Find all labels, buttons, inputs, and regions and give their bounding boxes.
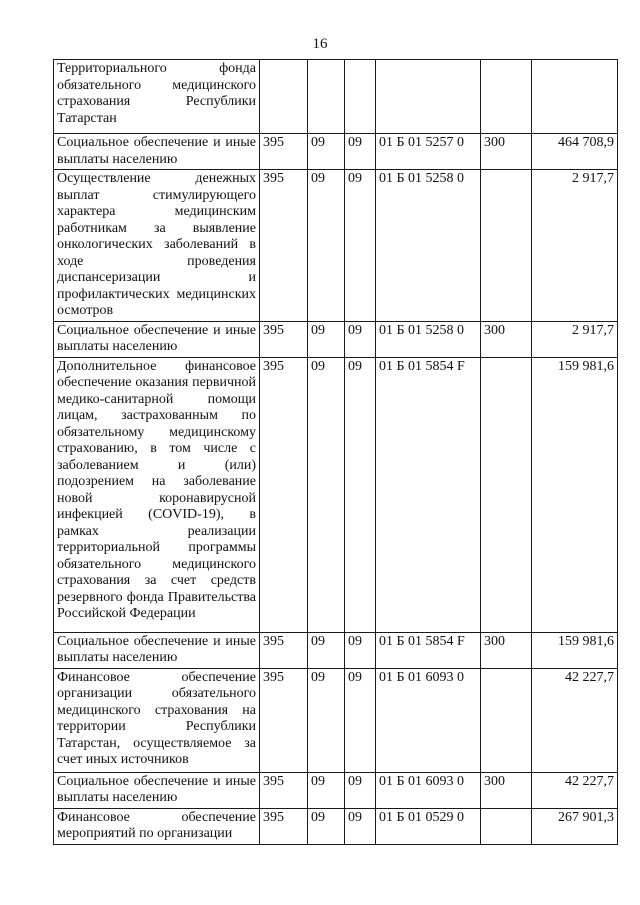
- subsection-code: 09: [345, 357, 376, 632]
- amount: 2 917,7: [532, 170, 618, 322]
- table-row: [54, 170, 618, 322]
- section-code: 09: [308, 668, 345, 772]
- table-row: [54, 632, 618, 668]
- section-code: 09: [308, 772, 345, 808]
- expense-type-code: 300: [481, 134, 532, 170]
- row-name: Социальное обеспечение и иные выплаты населению: [54, 632, 260, 668]
- table-row: [54, 808, 618, 844]
- table-row: [54, 772, 618, 808]
- ministry-code: 395: [260, 632, 308, 668]
- row-name: Финансовое обеспечение мероприятий по организации: [54, 808, 260, 844]
- expense-type-code: 300: [481, 321, 532, 357]
- target-code: 01 Б 01 0529 0: [376, 808, 481, 844]
- ministry-code: 395: [260, 772, 308, 808]
- expense-type-code: 300: [481, 772, 532, 808]
- amount: 42 227,7: [532, 668, 618, 772]
- row-name: Территориального фонда обязательного медицинского страхования Республики Татарстан: [54, 60, 260, 134]
- ministry-code: 395: [260, 170, 308, 322]
- expense-type-code: [481, 357, 532, 632]
- table-row: [54, 60, 618, 134]
- target-code: [376, 60, 481, 134]
- amount: 159 981,6: [532, 632, 618, 668]
- subsection-code: 09: [345, 321, 376, 357]
- ministry-code: 395: [260, 808, 308, 844]
- row-name: Дополнительное финансовое обеспечение оказания первичной медико-санитарной помощи лицам, застрахованным по обязательному медицинскому страхованию, в том числе с заболеванием и (или) подозрением на заболевание новой коронавирусной инфекцией (COVID-19), в рамках реализации территориальной программы обязательного медицинского страхования за счет средств резервного фонда Правительства Российской Федерации: [54, 357, 260, 632]
- page-number: 16: [312, 36, 328, 52]
- section-code: 09: [308, 134, 345, 170]
- amount: 42 227,7: [532, 772, 618, 808]
- table-row: [54, 357, 618, 632]
- target-code: 01 Б 01 5257 0: [376, 134, 481, 170]
- target-code: 01 Б 01 5258 0: [376, 321, 481, 357]
- table-row: [54, 321, 618, 357]
- section-code: [308, 60, 345, 134]
- subsection-code: [345, 60, 376, 134]
- row-name: Осуществление денежных выплат стимулирующего характера медицинским работникам за выявление онкологических заболеваний в ходе проведения диспансеризации и профилактических медицинских осмотров: [54, 170, 260, 322]
- ministry-code: 395: [260, 134, 308, 170]
- row-name: Финансовое обеспечение организации обязательного медицинского страхования на территории Республики Татарстан, осуществляемое за счет иных источников: [54, 668, 260, 772]
- ministry-code: [260, 60, 308, 134]
- table-row: [54, 134, 618, 170]
- amount: 464 708,9: [532, 134, 618, 170]
- row-name: Социальное обеспечение и иные выплаты населению: [54, 321, 260, 357]
- subsection-code: 09: [345, 668, 376, 772]
- section-code: 09: [308, 170, 345, 322]
- section-code: 09: [308, 632, 345, 668]
- expense-type-code: [481, 668, 532, 772]
- expense-type-code: 300: [481, 632, 532, 668]
- expense-type-code: [481, 60, 532, 134]
- amount: [532, 60, 618, 134]
- target-code: 01 Б 01 6093 0: [376, 772, 481, 808]
- ministry-code: 395: [260, 357, 308, 632]
- section-code: 09: [308, 357, 345, 632]
- budget-table: [53, 59, 618, 845]
- expense-type-code: [481, 808, 532, 844]
- subsection-code: 09: [345, 134, 376, 170]
- row-name: Социальное обеспечение и иные выплаты населению: [54, 772, 260, 808]
- target-code: 01 Б 01 6093 0: [376, 668, 481, 772]
- section-code: 09: [308, 321, 345, 357]
- target-code: 01 Б 01 5854 F: [376, 632, 481, 668]
- table-row: [54, 668, 618, 772]
- section-code: 09: [308, 808, 345, 844]
- subsection-code: 09: [345, 632, 376, 668]
- amount: 2 917,7: [532, 321, 618, 357]
- target-code: 01 Б 01 5258 0: [376, 170, 481, 322]
- ministry-code: 395: [260, 668, 308, 772]
- row-name: Социальное обеспечение и иные выплаты населению: [54, 134, 260, 170]
- expense-type-code: [481, 170, 532, 322]
- ministry-code: 395: [260, 321, 308, 357]
- subsection-code: 09: [345, 170, 376, 322]
- subsection-code: 09: [345, 772, 376, 808]
- subsection-code: 09: [345, 808, 376, 844]
- amount: 159 981,6: [532, 357, 618, 632]
- amount: 267 901,3: [532, 808, 618, 844]
- target-code: 01 Б 01 5854 F: [376, 357, 481, 632]
